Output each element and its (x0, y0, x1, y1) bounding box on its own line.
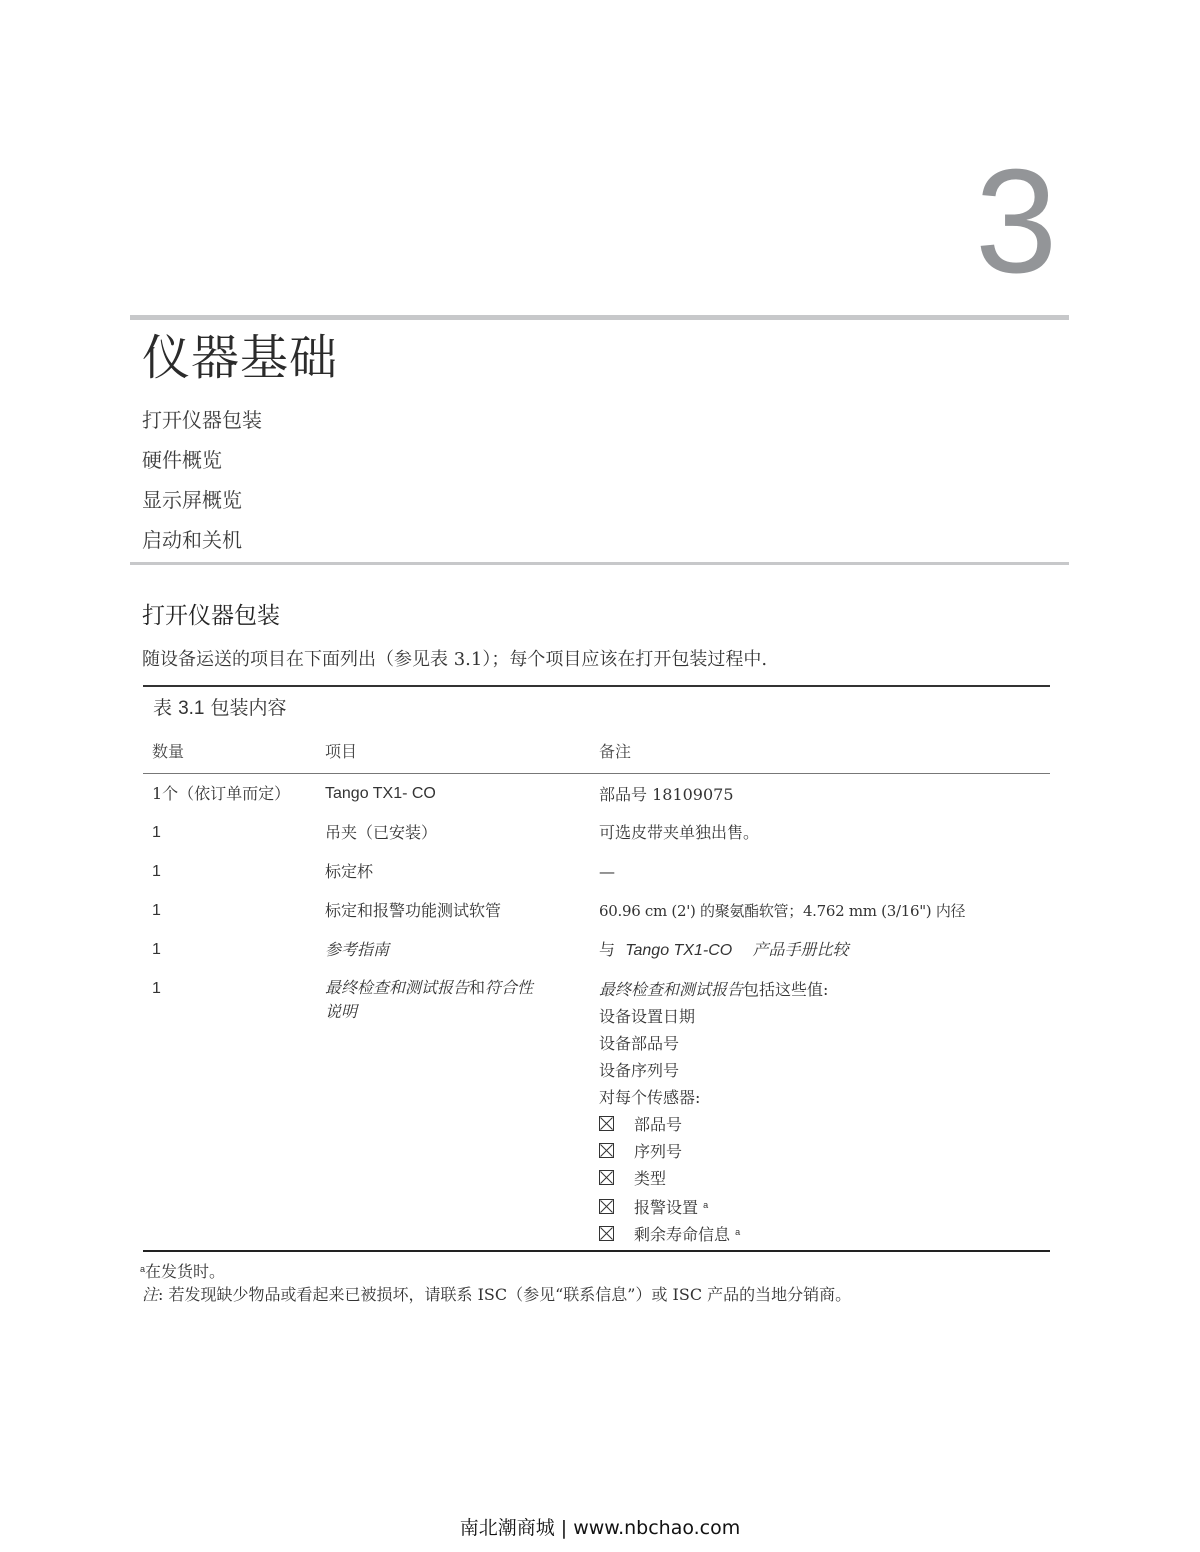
table-row-5-qty: 1 (152, 941, 161, 958)
checklist-item: 类型 (599, 1165, 828, 1192)
footnote-mark: a (140, 1264, 146, 1274)
table-top-rule (143, 685, 1050, 687)
note-text: : 若发现缺少物品或看起来已被损坏，请联系 ISC（参见“联系信息”）或 ISC 产品的当地分销商。 (158, 1285, 852, 1304)
item-conjunction: 和 (469, 978, 486, 997)
chapter-divider-top (130, 315, 1069, 320)
item-report-title: 最终检查和测试报告 (325, 978, 470, 997)
note-label: 注 (142, 1285, 159, 1304)
table-caption-text: 包装内容 (210, 697, 287, 719)
column-header-notes: 备注 (599, 742, 632, 761)
table-row-3-note: — (599, 862, 615, 881)
checkbox-x-icon (599, 1226, 614, 1241)
table-row-6-note (599, 976, 828, 1246)
table-caption-number: 3.1 (178, 698, 205, 719)
checklist-item: 序列号 (599, 1138, 828, 1165)
chapter-divider-bottom (130, 562, 1069, 565)
table-row-2-qty: 1 (152, 824, 161, 841)
table-row-1-item: Tango TX1- CO (325, 785, 436, 802)
chapter-toc (142, 400, 262, 560)
footnote-marker: a (703, 1200, 709, 1210)
product-name: Tango TX1-CO (625, 942, 733, 959)
toc-item-hardware-overview[interactable]: 硬件概览 (142, 448, 222, 472)
table-row-4-item: 标定和报警功能测试软管 (325, 901, 502, 920)
table-caption (153, 694, 287, 723)
column-header-quantity: 数量 (152, 742, 185, 761)
table-row-4-qty: 1 (152, 902, 161, 919)
column-header-item: 项目 (325, 742, 358, 761)
checklist-item: 报警设置 $^a$ (599, 1192, 828, 1219)
table-row-4-note: 60.96 cm (2') 的聚氨酯软管；4.762 mm (3/16") 内径 (599, 902, 966, 920)
table-row-3-qty: 1 (152, 863, 161, 880)
note-line-serial-number: 设备序列号 (599, 1061, 680, 1080)
checklist-item: 剩余寿命信息 $^a$ (599, 1219, 828, 1246)
checkbox-x-icon (599, 1143, 614, 1158)
table-row-6-qty: 1 (152, 980, 161, 997)
section-title: 打开仪器包装 (142, 603, 280, 629)
note-includes: 包括这些值: (743, 980, 829, 999)
checkbox-x-icon (599, 1116, 614, 1131)
chapter-number: 3 (975, 139, 1058, 304)
table-row-3-item: 标定杯 (325, 862, 374, 881)
item-compliance: 符合性 (485, 978, 534, 997)
checkbox-x-icon (599, 1199, 614, 1214)
footnote-marker: a (735, 1227, 741, 1237)
footnote-text: 在发货时。 (145, 1262, 226, 1281)
table-footnote (140, 1256, 225, 1285)
note-suffix: 产品手册比较 (752, 940, 849, 959)
table-row-6-item (325, 976, 575, 1024)
table-row-2-note: 可选皮带夹单独出售。 (599, 823, 760, 842)
note-line-setup-date: 设备设置日期 (599, 1007, 696, 1026)
checklist-item: 部品号 (599, 1111, 828, 1138)
table-bottom-rule (143, 1250, 1050, 1252)
table-row-1-qty: 1个（依订单而定） (152, 784, 291, 803)
toc-item-display-overview[interactable]: 显示屏概览 (142, 488, 242, 512)
item-compliance-line2: 说明 (325, 1002, 358, 1021)
section-intro: 随设备运送的项目在下面列出（参见表 3.1）；每个项目应该在打开包装过程中. (142, 649, 768, 670)
note-prefix: 与 (599, 940, 616, 959)
note-line-part-number: 设备部品号 (599, 1034, 680, 1053)
note-line-per-sensor: 对每个传感器: (599, 1088, 701, 1107)
page-footer-watermark: 南北潮商城 | www.nbchao.com (459, 1517, 741, 1539)
chapter-title: 仪器基础 (142, 330, 339, 386)
table-row-5-note (599, 937, 849, 964)
table-row-5-item: 参考指南 (325, 940, 390, 959)
note-paragraph (142, 1282, 851, 1308)
table-header-rule (143, 773, 1050, 774)
table-caption-prefix: 表 (153, 697, 173, 719)
note-report-title: 最终检查和测试报告 (599, 980, 744, 999)
toc-item-startup-shutdown[interactable]: 启动和关机 (142, 528, 242, 552)
table-row-2-item: 吊夹（已安装） (325, 823, 438, 842)
table-row-1-note: 部品号 18109075 (599, 785, 734, 804)
toc-item-unpacking[interactable]: 打开仪器包装 (142, 408, 262, 432)
checkbox-x-icon (599, 1170, 614, 1185)
